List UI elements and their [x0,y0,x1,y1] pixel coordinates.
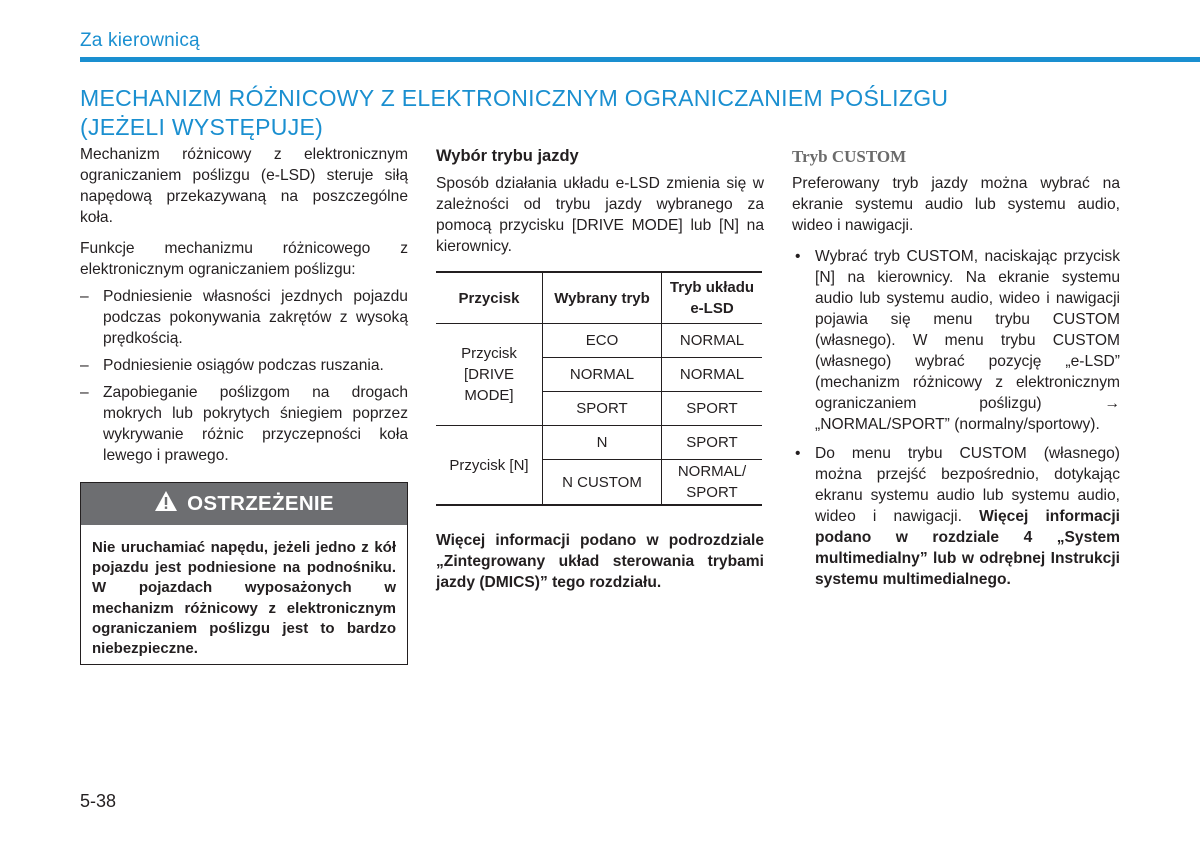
more-info-note: Więcej informacji podano w podrozdziale „Zintegrowany układ sterowania trybami jazdy (DMICS)” tego rozdziału. [436,532,764,591]
table-cell: SPORT [543,392,662,426]
table-cell: ECO [543,324,662,358]
table-cell: NORMAL/ SPORT [662,460,763,506]
list-item: – Zapobieganie poślizgom na drogach mokrych lub pokrytych śniegiem poprzez wykrywanie różnic przyczepności koła lewego i prawego. [80,382,408,466]
list-item [792,443,1120,590]
mode-table [436,271,762,506]
section-label: Za kierownicą [80,30,200,51]
table-cell: SPORT [662,392,763,426]
column-2 [436,144,764,603]
table-cell: SPORT [662,426,763,460]
warning-text: Nie uruchamiać napędu, jeżeli jedno z kół pojazdu jest podniesione na podnośniku. W pojazdach wyposażonych w mechanizm różnicowy z elektronicznym ograniczaniem poślizgu jest to bardzo niebezpieczne. [92,539,396,658]
custom-mode-intro: Preferowany tryb jazdy można wybrać na ekranie systemu audio lub systemu audio, wideo i nawigacji. [792,175,1120,234]
functions-list [80,286,408,466]
table-cell-group: Przycisk [DRIVE MODE] [436,324,543,426]
warning-label: OSTRZEŻENIE [187,492,334,515]
title-line-2: (JEŻELI WYSTĘPUJE) [80,114,324,140]
page-number: 5-38 [80,791,117,811]
warning-box [80,482,408,665]
intro-paragraph: Mechanizm różnicowy z elektronicznym ograniczaniem poślizgu (e-LSD) steruje siłą napędową przekazywaną na poszczególne koła. [80,146,408,226]
title-line-1: MECHANIZM RÓŻNICOWY Z ELEKTRONICZNYM OGRANICZANIEM POŚLIZGU [80,85,949,111]
table-cell-group: Przycisk [N] [436,426,543,506]
bullet-text: Wybrać tryb CUSTOM, naciskając przycisk [N] na kierownicy. Na ekranie systemu audio lub systemu audio, wideo i nawigacji pojawia się menu trybu CUSTOM (własnego). W menu trybu CUSTOM (własnego) wybrać pozycję „e-LSD” (mechanizm różnicowy z elektronicznym ograniczaniem poślizgu) → „NORMAL/SPORT” (normalny/sportowy). [815,248,1120,433]
table-cell: N [543,426,662,460]
table-cell: NORMAL [662,324,763,358]
table-header-button: Przycisk [436,272,543,324]
drive-mode-intro: Sposób działania układu e-LSD zmienia się w zależności od trybu jazdy wybranego za pomocą przycisku [DRIVE MODE] lub [N] na kierownicy. [436,175,764,255]
table-cell: N CUSTOM [543,460,662,506]
functions-intro: Funkcje mechanizmu różnicowego z elektronicznym ograniczaniem poślizgu: [80,240,408,278]
column-3 [792,144,1120,598]
list-item [792,246,1120,435]
table-cell: NORMAL [662,358,763,392]
table-cell: NORMAL [543,358,662,392]
warning-header [81,483,407,525]
table-header-elsd-mode: Tryb układu e-LSD [662,272,763,324]
drive-mode-heading: Wybór trybu jazdy [436,147,579,165]
custom-mode-list [792,246,1120,590]
column-1 [80,144,408,476]
list-item: – Podniesienie własności jezdnych pojazdu podczas pokonywania zakrętów z wysoką prędkością. [80,286,408,349]
header-rule [80,57,1200,62]
custom-mode-heading: Tryb CUSTOM [792,147,907,166]
bullet-text: Do menu trybu CUSTOM (własnego) można przejść bezpośrednio, dotykając ekranu systemu audio lub systemu audio, wideo i nawigacji. [815,445,1120,525]
warning-triangle-icon [154,490,178,518]
list-item: – Podniesienie osiągów podczas ruszania. [80,355,408,376]
bullet-bold-text: Więcej informacji podano w rozdziale 4 „System multimedialny” lub w odrębnej Instrukcji systemu multimedialnego. [815,508,1120,588]
page-title [80,84,1180,142]
table-header-selected-mode: Wybrany tryb [543,272,662,324]
